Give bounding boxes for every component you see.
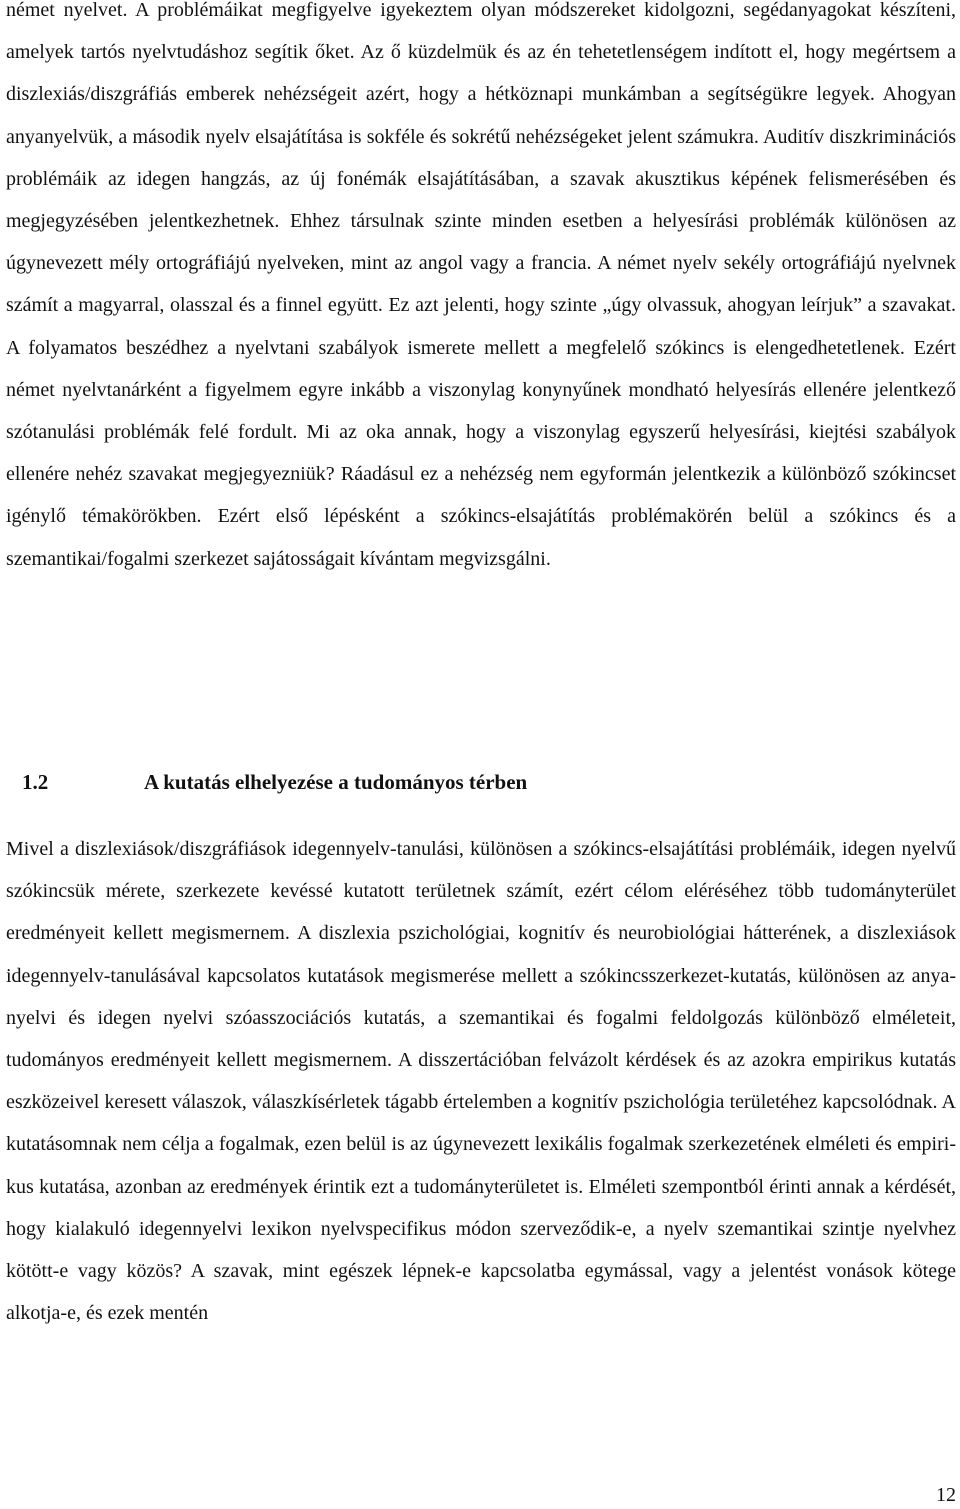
body-paragraph: Mivel a diszlexiások/diszgráfiások idegennyelv-tanulási, különösen a szókincs-elsajátítási problémáik, idegen nyelvű szókincsük mérete, szerkezete kevéssé kutatott területnek számít, ezért célom eléréséhez több tudományterület eredményeit kellett megismernem. A diszlexia pszichológiai, kognitív és neurobiológiai hátterének, a diszlexiások idegennyelv-tanulásával kapcsolatos kutatások megismerése mellett a szókincsszerkezet-kutatás, különösen az anyanyelvi és idegen nyelvi szóasszociációs kutatás, a szemantikai és fogalmi feldolgozás különböző elméleteit, tudományos eredményeit kellett megismernem. A disszertációban felvázolt kérdések és az azokra empirikus kutatás eszközeivel keresett válaszok, válaszkísérletek tágabb értelemben a kognitív pszichológia területéhez kapcsolódnak. A kutatásomnak nem célja a fogalmak, ezen belül is az úgynevezett lexikális fogalmak szerkezetének elméleti és empirikus kutatása, azonban az eredmények érintik ezt a tudományterületet is. Elméleti szempontból érinti annak a kérdését, hogy kialakuló idegennyelvi lexikon nyelvspecifikus módon szerveződik-e, a nyelv szemantikai szintje nyelvhez kötött-e vagy közös? A szavak, mint egészek lépnek-e kapcsolatba egymással, vagy a jelentést vonások kötege alkotja-e, és ezek mentén — [6, 838, 956, 1325]
section-number: 1.2 — [22, 770, 49, 794]
section-heading — [6, 770, 946, 804]
body-paragraph: német nyelvet. A problémáikat megfigyelve igyekeztem olyan módszereket kidolgozni, segédanyagokat készíteni, amelyek tartós nyelvtudáshoz segítik őket. Az ő küzdelmük és az én tehetetlenségem indított el, hogy megértsem a diszlexiás/diszgráfiás emberek nehézségeit azért, hogy a hétköznapi munkámban a segítségükre legyek. Ahogyan anyanyelvük, a második nyelv elsajátítása is sokféle és sokrétű nehézségeket jelent számukra. Auditív diszkriminációs problémáik az idegen hangzás, az új fonémák elsajátításában, a szavak akusztikus képének felismerésében és megjegyzésében jelentkezhetnek. Ehhez társulnak szinte minden esetben a helyesírási problémák különösen az úgynevezett mély ortográfiájú nyelveken, mint az angol vagy a francia. A német nyelv sekély ortográfiájú nyelvnek számít a magyarral, olasszal és a finnel együtt. Ez azt jelenti, hogy szinte „úgy olvassuk, ahogyan leírjuk” a szavakat. A folyamatos beszédhez a nyelvtani szabályok ismerete mellett a megfelelő szókincs is elengedhetetlenek. Ezért német nyelvtanárként a figyelmem egyre inkább a viszonylag konynyűnek mondható helyesírás ellenére jelentkező szótanulási problémák felé fordult. Mi az oka annak, hogy a viszonylag egyszerű helyesírási, kiejtési szabályok ellenére nehéz szavakat megjegyezniük? Ráadásul ez a nehézség nem egyformán jelentkezik a különböző szókincset igénylő témakörökben. Ezért első lépésként a szókincs-elsajátítás problémakörén belül a szókincs és a szemantikai/fogalmi szerkezet sajátosságait kívántam megvizsgálni. — [6, 0, 956, 570]
page-number: 12 — [936, 1484, 956, 1506]
section-title: A kutatás elhelyezése a tudományos térben — [144, 770, 528, 794]
